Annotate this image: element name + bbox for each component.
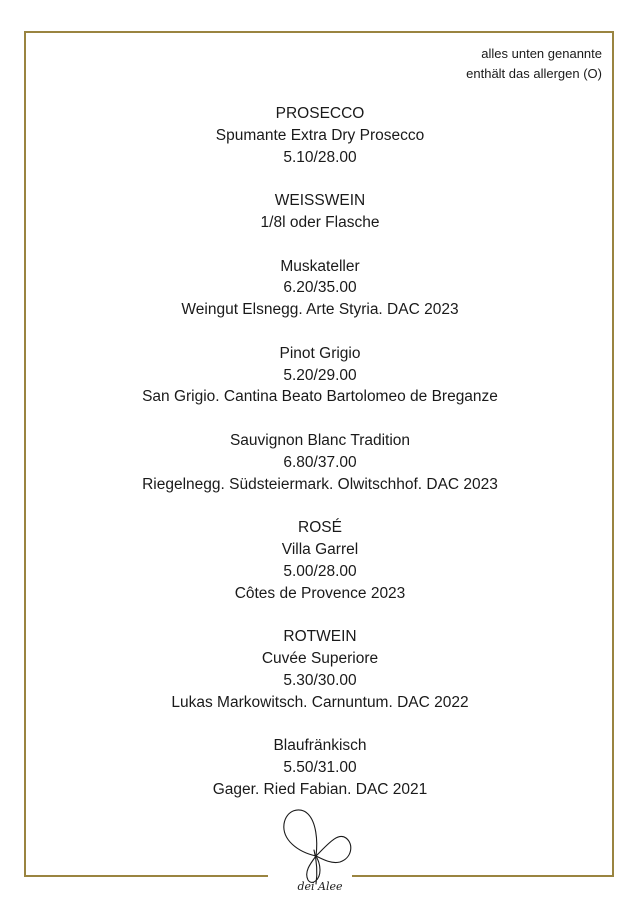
wine-name: Muskateller <box>280 257 360 275</box>
wine-price: 5.00/28.00 <box>283 562 357 580</box>
wine-origin: Côtes de Provence 2023 <box>234 584 406 602</box>
wine-name: Cuvée Superiore <box>261 649 379 667</box>
wine-name: Spumante Extra Dry Prosecco <box>215 126 425 144</box>
wine-origin: San Grigio. Cantina Beato Bartolomeo de Breganze <box>142 388 498 406</box>
wine-origin: Gager. Ried Fabian. DAC 2021 <box>212 780 428 798</box>
wine-origin: Riegelnegg. Südsteiermark. Olwitschhof. DAC 2023 <box>142 475 498 493</box>
section-heading-weisswein: WEISSWEIN <box>274 192 366 210</box>
wine-name: Blaufränkisch <box>273 737 367 755</box>
wine-name: Villa Garrel <box>281 540 359 558</box>
wine-origin: Weingut Elsnegg. Arte Styria. DAC 2023 <box>181 301 459 319</box>
wine-menu <box>0 103 640 801</box>
wine-price: 5.30/30.00 <box>283 671 357 689</box>
section-heading-rose: ROSÉ <box>298 519 342 537</box>
wine-origin: Lukas Markowitsch. Carnuntum. DAC 2022 <box>171 693 469 711</box>
allergen-note-line-1: alles unten genannte <box>481 46 602 61</box>
wine-price: 6.20/35.00 <box>283 279 357 297</box>
wine-name: Pinot Grigio <box>279 344 361 362</box>
wine-name: Sauvignon Blanc Tradition <box>229 431 411 449</box>
butterfly-logo <box>276 800 360 894</box>
wine-price: 5.20/29.00 <box>283 366 357 384</box>
allergen-note <box>466 44 602 84</box>
allergen-note-line-2: enthält das allergen (O) <box>466 66 602 81</box>
section-heading-prosecco: PROSECCO <box>275 105 365 122</box>
section-subheading: 1/8l oder Flasche <box>260 213 380 231</box>
logo-signature: dei Alee <box>297 880 343 893</box>
section-heading-rotwein: ROTWEIN <box>283 628 357 646</box>
wine-price: 5.10/28.00 <box>283 148 357 166</box>
wine-price: 6.80/37.00 <box>283 453 357 471</box>
wine-price: 5.50/31.00 <box>283 758 357 776</box>
